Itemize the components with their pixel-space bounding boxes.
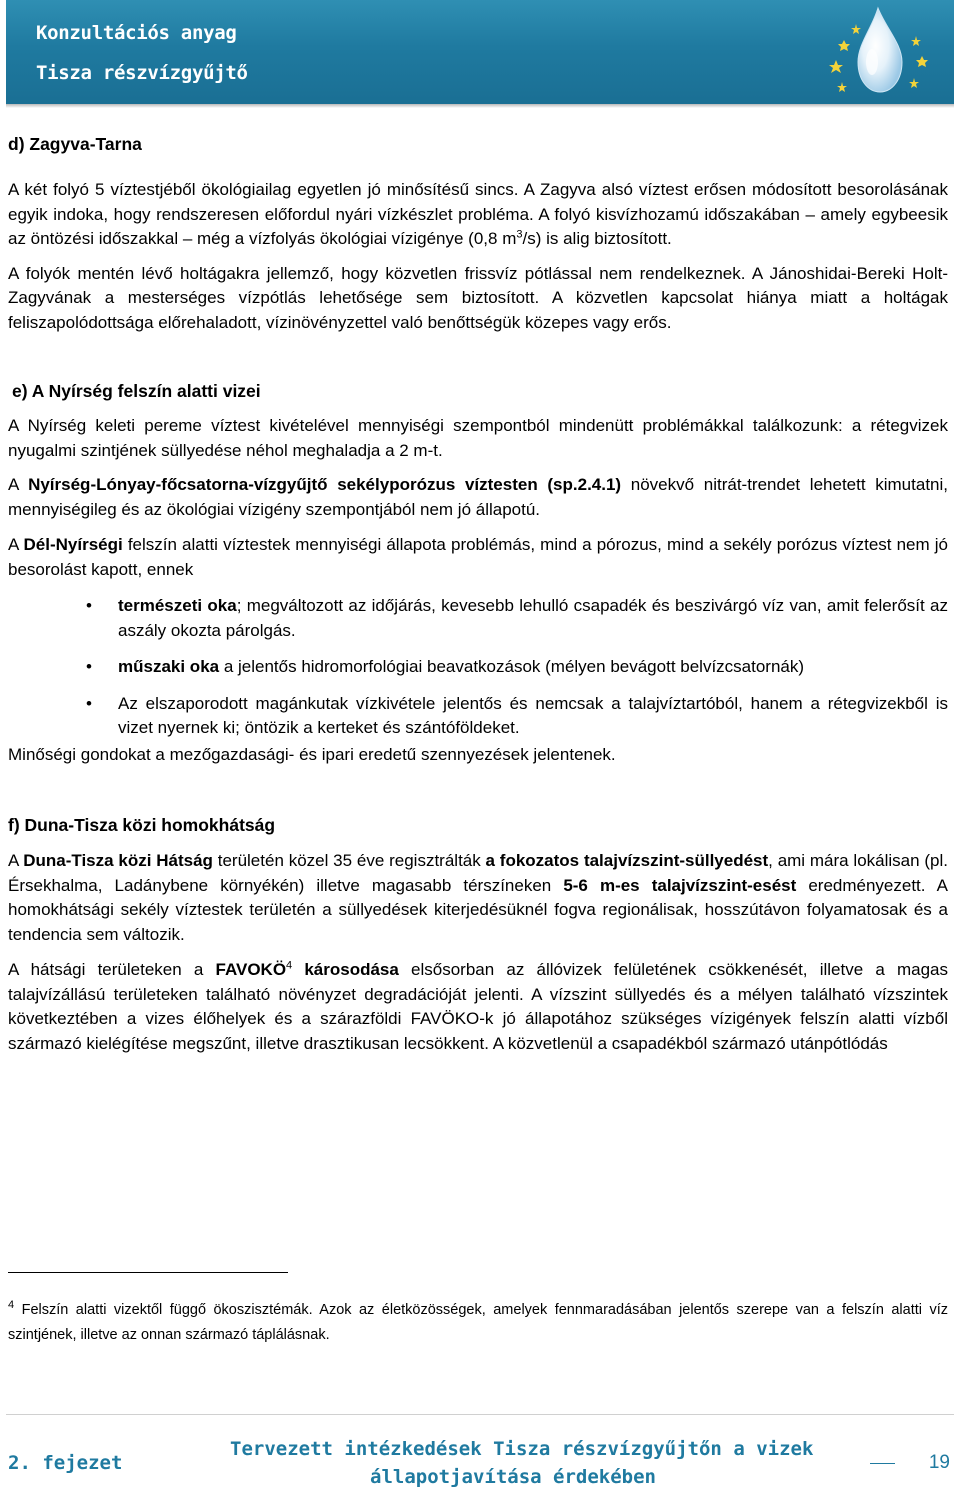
footnote-ref: 4 — [286, 959, 293, 972]
bold-text: károsodása — [292, 960, 399, 979]
footer-title-line-1: Tervezett intézkedések Tisza részvízgyűjtőn a vizek — [230, 1438, 814, 1460]
header-shadow — [6, 104, 954, 108]
section-d-p1-text: A két folyó 5 víztestjéből ökológiailag egyetlen jó minősítésű sincs. A Zagyva alsó víztest erősen módosított besorolásának egyik indoka, hogy rendszeresen előfordul nyári vízkészlet probléma. A folyó kisvízhozamú időszakában – amely egybeesik az öntözési időszakkal – még a vízfolyás ökológiai vízigénye (0,8 m — [8, 180, 948, 248]
footnote — [8, 1298, 948, 1348]
text: Az elszaporodott magánkutak vízkivétele jelentős és nemcsak a talajvíztartóból, hanem a rétegvizekből is vizet nyernek ki; öntözik a kerteket és szántóföldeket. — [118, 693, 948, 737]
footnote-text: Felszín alatti vizektől függő ökoszisztémák. Azok az életközösségek, amelyek fennmaradásában jelentős szerepe van a felszín alatti víz szintjének, illetve az onnan származó táplálásnak. — [8, 1302, 948, 1343]
text: , ami mára lokálisan (pl. Érsekhalma, Ladánybene környékén) illetve magasabb térszíneken — [8, 851, 948, 895]
text: területén közel 35 éve regisztrálták — [212, 851, 486, 870]
causes-list — [8, 594, 948, 741]
header-subtitle: Tisza részvízgyűjtő — [36, 62, 248, 84]
header-title: Konzultációs anyag — [36, 22, 237, 44]
section-e-paragraph-4: Minőségi gondokat a mezőgazdasági- és ipari eredetű szennyezések jelentenek. — [8, 744, 616, 764]
footnote-separator — [8, 1272, 288, 1273]
bullet-icon: • — [86, 657, 92, 676]
section-e-paragraph-2 — [8, 473, 948, 522]
footer-title-line-2: állapotjavítása érdekében — [370, 1466, 656, 1488]
page-header — [6, 0, 954, 104]
superscript-3: 3 — [516, 228, 523, 241]
section-e-paragraph-1: A Nyírség keleti pereme víztest kivételével mennyiségi szempontból mindenütt problémákkal találkozunk: a rétegvizek nyugalmi szintjének süllyedése néhol meghaladja a 2 m-t. — [8, 416, 948, 460]
bold-text: természeti oka — [118, 596, 237, 615]
bold-text: a fokozatos talajvízszint-süllyedést — [485, 851, 769, 870]
section-heading-f: f) Duna-Tisza közi homokhátság — [8, 815, 276, 835]
text: eredményezett. A homokhátsági sekély víztestek területén a süllyedések kiterjedésüknél fogva regionálisak, hosszútávon folyamatosak és a tendencia sem változik. — [8, 875, 948, 944]
text: növekvő nitrát-trendet lehetett kimutatni, mennyiségileg és az ökológiai vízigény szempontjából nem jó állapotú. — [8, 475, 948, 519]
list-item — [8, 692, 948, 741]
list-item — [8, 655, 948, 680]
document-body — [8, 132, 948, 1056]
list-item — [8, 594, 948, 643]
footer-divider — [6, 1414, 954, 1415]
text: elsősorban az állóvizek felületének csökkenését, illetve a magas talajvízállású területeken található növényzet degradációját jelenti. A vízszint süllyedés és a mélyen található vízszintek következtében a vizes élőhelyek és a szárazföldi FAVÖKO-k jó állapotához szükséges vízigények felszín alatti vízből származó kielégítése megszűnt, illetve drasztikusan lecsökkent. A közvetlenül a csapadékból származó utánpótlódás — [8, 960, 948, 1053]
text: A — [8, 535, 24, 554]
bold-text: 5-6 m-es talajvízszint-esést — [563, 875, 797, 895]
bullet-icon: • — [86, 596, 92, 615]
section-e-paragraph-3 — [8, 533, 948, 582]
text: ; megváltozott az időjárás, kevesebb lehulló csapadék és beszivárgó víz van, amit felerősít az aszály okozta párolgás. — [118, 596, 948, 640]
eu-water-drop-logo — [806, 0, 956, 104]
bullet-icon: • — [86, 693, 92, 713]
bold-text: műszaki oka — [118, 657, 220, 676]
page-number: 19 — [928, 1452, 950, 1473]
section-f-paragraph-1 — [8, 849, 948, 947]
text: A — [8, 851, 24, 870]
text: a jelentős hidromorfológiai beavatkozások (mélyen bevágott belvízcsatornák) — [219, 657, 805, 676]
section-d-p1-end: /s) is alig biztosított. — [522, 229, 672, 248]
text: A — [8, 475, 29, 494]
text: A hátsági területeken a — [8, 960, 216, 979]
bold-text: FAVOKÖ — [215, 960, 287, 979]
footnote-number: 4 — [8, 1299, 15, 1312]
section-d-paragraph-1 — [8, 178, 948, 252]
footer-chapter: 2. fejezet — [8, 1452, 123, 1474]
section-d-paragraph-2: A folyók mentén lévő holtágakra jellemző, hogy közvetlen frissvíz pótlással nem rendelkeznek. A Jánoshidai-Bereki Holt-Zagyvának a mesterséges vízpótlás lehetősége sem biztosított. A közvetlen kapcsolat hiánya miatt a holtágak feliszapolódottsága előrehaladott, vízinövényzettel való benőttségük közepes vagy erős. — [8, 263, 948, 332]
bold-text: Duna-Tisza közi Hátság — [23, 851, 213, 870]
region-name: Dél-Nyírségi — [23, 535, 123, 554]
section-heading-e: e) A Nyírség felszín alatti vizei — [12, 381, 261, 401]
text: felszín alatti víztestek mennyiségi állapota problémás, mind a pórozus, mind a sekély porózus víztest nem jó besorolást kapott, ennek — [8, 535, 948, 579]
water-body-name: Nyírség-Lónyay-főcsatorna-vízgyűjtő sekélyporózus víztesten (sp.2.4.1) — [28, 475, 622, 494]
section-f-paragraph-2 — [8, 958, 948, 1056]
section-heading-d: d) Zagyva-Tarna — [8, 134, 142, 154]
